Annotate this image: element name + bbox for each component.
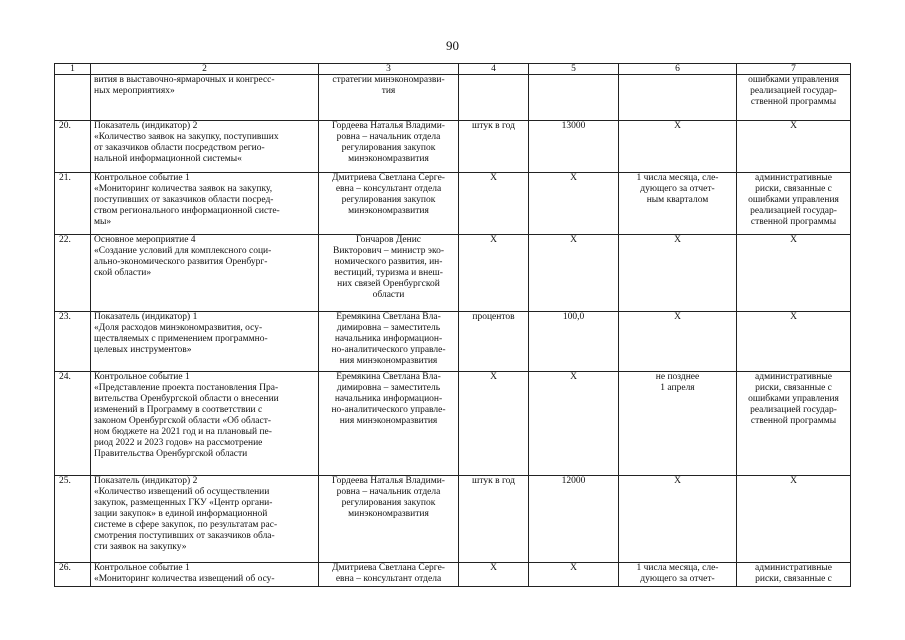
table-row bbox=[55, 121, 851, 173]
risks-cell: административные риски, связанные с ошибками управления реализацией государ- ственной программы bbox=[737, 173, 851, 235]
responsible-cell: стратегии минэкономразви- тия bbox=[319, 75, 459, 121]
value-cell: 100,0 bbox=[529, 312, 619, 372]
column-number: 3 bbox=[319, 64, 459, 75]
responsible-cell: Дмитриева Светлана Серге- евна – консультант отдела bbox=[319, 563, 459, 587]
row-number-cell: 20. bbox=[55, 121, 91, 173]
risks-cell: административные риски, связанные с bbox=[737, 563, 851, 587]
deadline-cell: X bbox=[619, 312, 737, 372]
unit-cell: штук в год bbox=[459, 121, 529, 173]
table-row bbox=[55, 235, 851, 312]
deadline-cell: 1 числа месяца, сле- дующего за отчет- bbox=[619, 563, 737, 587]
unit-cell: X bbox=[459, 235, 529, 312]
unit-cell: процентов bbox=[459, 312, 529, 372]
value-cell: X bbox=[529, 235, 619, 312]
unit-cell bbox=[459, 75, 529, 121]
page-number: 90 bbox=[446, 38, 459, 53]
description-cell: вития в выставочно-ярмарочных и конгресс- ных мероприятиях» bbox=[91, 75, 319, 121]
responsible-cell: Дмитриева Светлана Серге- евна – консультант отдела регулирования закупок минэкономразвития bbox=[319, 173, 459, 235]
risks-cell: X bbox=[737, 121, 851, 173]
deadline-cell: не позднее 1 апреля bbox=[619, 372, 737, 476]
unit-cell: X bbox=[459, 372, 529, 476]
responsible-cell: Гордеева Наталья Владими- ровна – начальник отдела регулирования закупок минэкономразвития bbox=[319, 476, 459, 563]
column-number: 2 bbox=[91, 64, 319, 75]
responsible-cell: Еремякина Светлана Вла- димировна – заместитель начальника информацион- но-аналитического управле- ния минэкономразвития bbox=[319, 312, 459, 372]
responsible-cell: Гордеева Наталья Владими- ровна – начальник отдела регулирования закупок минэкономразвития bbox=[319, 121, 459, 173]
measures-table bbox=[54, 63, 851, 587]
column-number: 1 bbox=[55, 64, 91, 75]
description-cell: Основное мероприятие 4 «Создание условий для комплексного соци- ально-экономического развития Оренбург- ской области» bbox=[91, 235, 319, 312]
risks-cell: X bbox=[737, 476, 851, 563]
continuation-row bbox=[55, 75, 851, 121]
risks-cell: X bbox=[737, 312, 851, 372]
responsible-cell: Еремякина Светлана Вла- димировна – заместитель начальника информацион- но-аналитического управле- ния минэкономразвития bbox=[319, 372, 459, 476]
row-number-cell: 24. bbox=[55, 372, 91, 476]
deadline-cell: X bbox=[619, 235, 737, 312]
value-cell: 13000 bbox=[529, 121, 619, 173]
deadline-cell bbox=[619, 75, 737, 121]
risks-cell: ошибками управления реализацией государ- ственной программы bbox=[737, 75, 851, 121]
deadline-cell: 1 числа месяца, сле- дующего за отчет- ным кварталом bbox=[619, 173, 737, 235]
value-cell bbox=[529, 75, 619, 121]
value-cell: 12000 bbox=[529, 476, 619, 563]
row-number-cell: 22. bbox=[55, 235, 91, 312]
risks-cell: X bbox=[737, 235, 851, 312]
table-row bbox=[55, 563, 851, 587]
description-cell: Контрольное событие 1 «Мониторинг количества заявок на закупку, поступивших от заказчиков области посред- ством регионального информационной систе- мы» bbox=[91, 173, 319, 235]
unit-cell: X bbox=[459, 563, 529, 587]
table-row bbox=[55, 312, 851, 372]
description-cell: Показатель (индикатор) 2 «Количество заявок на закупку, поступивших от заказчиков области посредством регио- нальной информационной системы« bbox=[91, 121, 319, 173]
value-cell: X bbox=[529, 372, 619, 476]
value-cell: X bbox=[529, 173, 619, 235]
deadline-cell: X bbox=[619, 121, 737, 173]
value-cell: X bbox=[529, 563, 619, 587]
row-number-cell: 23. bbox=[55, 312, 91, 372]
description-cell: Контрольное событие 1 «Представление проекта постановления Пра- вительства Оренбургской области о внесении изменений в Программу в соответствии с законом Оренбургской области «Об област- ном бюджете на 2021 год и на плановый пе- риод 2022 и 2023 годов» на рассмотрение Правительства Оренбургской области bbox=[91, 372, 319, 476]
row-number-cell: 26. bbox=[55, 563, 91, 587]
description-cell: Показатель (индикатор) 2 «Количество извещений об осуществлении закупок, размещенных ГКУ «Центр органи- зации закупок» в единой информационной системе в сфере закупок, по результатам рас- смотрения поступивших от заказчиков обла- сти заявок на закупку» bbox=[91, 476, 319, 563]
description-cell: Показатель (индикатор) 1 «Доля расходов минэкономразвития, осу- ществляемых с применением программно- целевых инструментов» bbox=[91, 312, 319, 372]
unit-cell: штук в год bbox=[459, 476, 529, 563]
row-number-cell: 25. bbox=[55, 476, 91, 563]
row-number-cell: 21. bbox=[55, 173, 91, 235]
table-row bbox=[55, 372, 851, 476]
row-number-cell bbox=[55, 75, 91, 121]
column-number: 7 bbox=[737, 64, 851, 75]
column-number: 6 bbox=[619, 64, 737, 75]
risks-cell: административные риски, связанные с ошибками управления реализацией государ- ственной программы bbox=[737, 372, 851, 476]
column-number: 5 bbox=[529, 64, 619, 75]
table-row bbox=[55, 173, 851, 235]
deadline-cell: X bbox=[619, 476, 737, 563]
column-number-row bbox=[55, 64, 851, 75]
description-cell: Контрольное событие 1 «Мониторинг количества извещений об осу- bbox=[91, 563, 319, 587]
responsible-cell: Гончаров Денис Викторович – министр эко- номического развития, ин- вестиций, туризма и внеш- них связей Оренбургской области bbox=[319, 235, 459, 312]
unit-cell: X bbox=[459, 173, 529, 235]
column-number: 4 bbox=[459, 64, 529, 75]
table-row bbox=[55, 476, 851, 563]
